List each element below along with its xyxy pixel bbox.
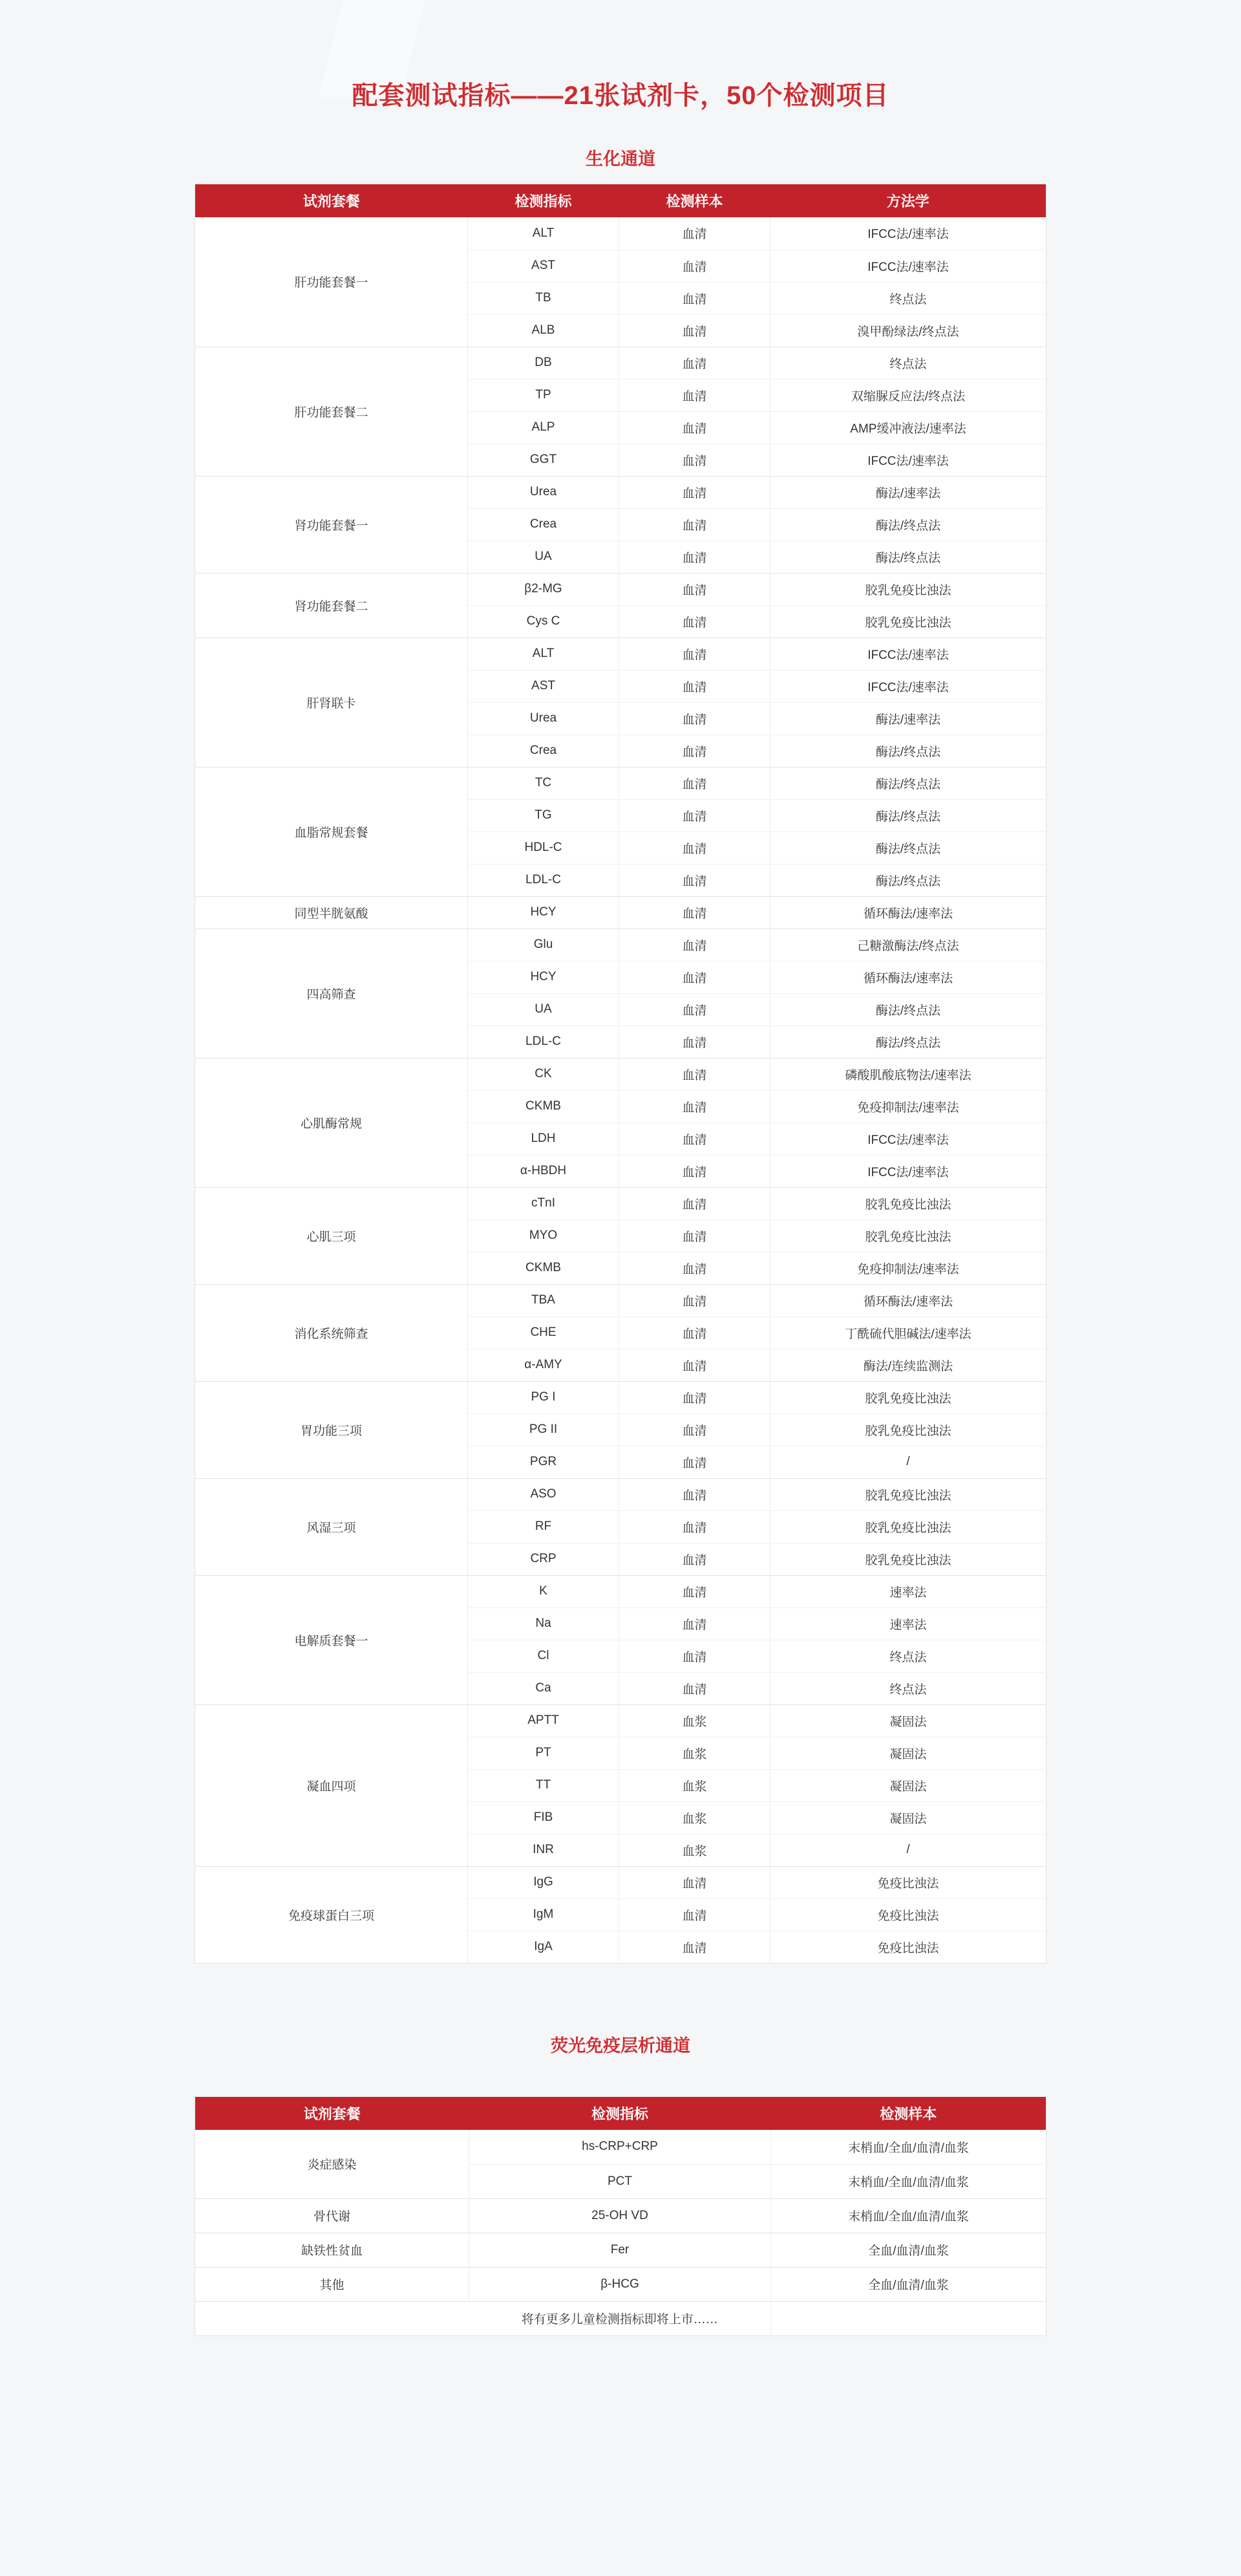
indicator-cell: β-HCG [469, 2267, 771, 2301]
indicator-cell: Na [468, 1607, 619, 1640]
indicator-cell: LDL-C [468, 1025, 619, 1058]
method-cell: 磷酸肌酸底物法/速率法 [770, 1058, 1046, 1090]
indicator-cell: CK [468, 1058, 619, 1090]
method-cell: 终点法 [770, 282, 1046, 314]
package-cell: 凝血四项 [195, 1704, 468, 1866]
indicator-cell: ALT [468, 217, 619, 250]
table-row [195, 2198, 1046, 2233]
table-row [195, 928, 1046, 961]
method-cell: 胶乳免疫比浊法 [770, 1187, 1046, 1219]
indicator-cell: IgM [468, 1898, 619, 1931]
indicator-cell: UA [468, 993, 619, 1025]
footer-empty-cell [771, 2301, 1046, 2335]
indicator-cell: TG [468, 799, 619, 832]
package-cell: 电解质套餐一 [195, 1575, 468, 1704]
method-cell: 免疫比浊法 [770, 1898, 1046, 1931]
column-header: 试剂套餐 [195, 184, 468, 217]
indicator-cell: PCT [469, 2164, 771, 2198]
sample-cell: 血浆 [619, 1801, 770, 1834]
sample-cell: 血清 [619, 250, 770, 282]
method-cell: 凝固法 [770, 1769, 1046, 1801]
package-cell: 肝功能套餐一 [294, 276, 368, 290]
indicator-cell: CHE [468, 1316, 619, 1349]
table-row [195, 1284, 1046, 1316]
immuno-table-header [195, 2097, 1046, 2130]
method-cell: 免疫抑制法/速率法 [770, 1090, 1046, 1122]
sample-cell: 末梢血/全血/血清/血浆 [771, 2198, 1046, 2233]
method-cell: IFCC法/速率法 [770, 1155, 1046, 1187]
method-cell: 凝固法 [770, 1801, 1046, 1834]
table-row [195, 638, 1046, 670]
sample-cell: 血清 [619, 379, 770, 411]
indicator-cell: AST [468, 670, 619, 702]
sample-cell: 血清 [619, 508, 770, 541]
method-cell: 丁酰硫代胆碱法/速率法 [770, 1316, 1046, 1349]
method-cell: 酶法/终点法 [770, 832, 1046, 864]
sample-cell: 血清 [619, 1090, 770, 1122]
indicator-cell: α-HBDH [468, 1155, 619, 1187]
table-row [195, 1381, 1046, 1413]
sample-cell: 血清 [619, 799, 770, 832]
sample-cell: 血清 [619, 1252, 770, 1284]
sample-cell: 血清 [619, 347, 770, 379]
table-row [195, 896, 1046, 928]
indicator-cell: FIB [468, 1801, 619, 1834]
sample-cell: 血清 [619, 702, 770, 735]
sample-cell: 血清 [619, 638, 770, 670]
method-cell: 溴甲酚绿法/终点法 [770, 314, 1046, 347]
indicator-cell: MYO [468, 1219, 619, 1252]
method-cell: 免疫比浊法 [770, 1931, 1046, 1963]
indicator-cell: AST [468, 250, 619, 282]
indicator-cell: GGT [468, 444, 619, 476]
indicator-cell: RF [468, 1510, 619, 1543]
indicator-cell: Crea [468, 735, 619, 767]
table-row [195, 1478, 1046, 1510]
table-row [195, 347, 1046, 379]
indicator-cell: Urea [468, 476, 619, 508]
sample-cell: 血清 [619, 993, 770, 1025]
package-cell: 肾功能套餐二 [195, 573, 468, 638]
indicator-cell: DB [468, 347, 619, 379]
sample-cell: 血浆 [619, 1834, 770, 1866]
method-cell: 酶法/终点法 [770, 1025, 1046, 1058]
method-cell: 胶乳免疫比浊法 [770, 1413, 1046, 1446]
sample-cell: 血清 [619, 1931, 770, 1963]
indicator-cell: HCY [468, 896, 619, 928]
indicator-cell: Cl [468, 1640, 619, 1672]
sample-cell: 血清 [619, 217, 770, 250]
indicator-cell: Cys C [468, 605, 619, 638]
sample-cell: 末梢血/全血/血清/血浆 [771, 2164, 1046, 2198]
package-cell: 血脂常规套餐 [195, 767, 468, 896]
sample-cell: 血清 [619, 1122, 770, 1155]
indicator-cell: PG I [468, 1381, 619, 1413]
table-row [195, 2130, 1046, 2164]
method-cell: 酶法/速率法 [770, 702, 1046, 735]
table-row [195, 1704, 1046, 1737]
sample-cell: 血清 [619, 1607, 770, 1640]
sample-cell: 全血/血清/血浆 [771, 2233, 1046, 2267]
method-cell: 胶乳免疫比浊法 [770, 1381, 1046, 1413]
column-header: 试剂套餐 [195, 2097, 469, 2130]
indicator-cell: ALP [468, 411, 619, 444]
indicator-cell: IgG [468, 1866, 619, 1898]
method-cell: 终点法 [770, 347, 1046, 379]
table-row [195, 476, 1046, 508]
method-cell: 胶乳免疫比浊法 [770, 605, 1046, 638]
sample-cell: 血清 [619, 573, 770, 605]
method-cell: 胶乳免疫比浊法 [770, 573, 1046, 605]
indicator-cell: PT [468, 1737, 619, 1769]
indicator-cell: Crea [468, 508, 619, 541]
package-cell: 肝功能套餐二 [195, 347, 468, 476]
sample-cell: 血浆 [619, 1704, 770, 1737]
method-cell: 速率法 [770, 1607, 1046, 1640]
sample-cell: 血清 [619, 1025, 770, 1058]
sample-cell: 血清 [619, 282, 770, 314]
sample-cell: 血清 [619, 1672, 770, 1704]
package-cell: 缺铁性贫血 [195, 2233, 469, 2267]
section-heading-biochem: 生化通道 [586, 149, 655, 169]
sample-cell: 血清 [619, 928, 770, 961]
sample-cell: 血清 [619, 1898, 770, 1931]
method-cell: 双缩脲反应法/终点法 [770, 379, 1046, 411]
package-cell: 胃功能三项 [195, 1381, 468, 1478]
method-cell: 酶法/终点法 [770, 864, 1046, 896]
method-cell: 免疫抑制法/速率法 [770, 1252, 1046, 1284]
indicator-cell: LDL-C [468, 864, 619, 896]
indicator-cell: Urea [468, 702, 619, 735]
method-cell: 酶法/速率法 [770, 476, 1046, 508]
sample-cell: 血清 [619, 541, 770, 573]
column-header: 检测样本 [771, 2097, 1046, 2130]
indicator-cell: UA [468, 541, 619, 573]
indicator-cell: β2-MG [468, 573, 619, 605]
method-cell: 胶乳免疫比浊法 [770, 1543, 1046, 1575]
sample-cell: 血清 [619, 1349, 770, 1381]
footer-row [195, 2301, 1046, 2335]
indicator-cell: HDL-C [468, 832, 619, 864]
column-header: 检测指标 [468, 184, 619, 217]
sample-cell: 血清 [619, 1510, 770, 1543]
table-row [195, 1866, 1046, 1898]
indicator-cell: IgA [468, 1931, 619, 1963]
sample-cell: 血清 [619, 1866, 770, 1898]
indicator-cell: PG II [468, 1413, 619, 1446]
method-cell: AMP缓冲液法/速率法 [770, 411, 1046, 444]
package-cell: 肾功能套餐一 [195, 476, 468, 573]
sample-cell: 血清 [619, 1381, 770, 1413]
package-cell: 炎症感染 [307, 2158, 357, 2173]
sample-cell: 血清 [619, 1413, 770, 1446]
sample-cell: 血清 [619, 1219, 770, 1252]
biochem-table-header [195, 184, 1046, 217]
package-cell: 风湿三项 [195, 1478, 468, 1575]
page-title: 配套测试指标——21张试剂卡，50个检测项目 [352, 81, 889, 110]
package-cell: 心肌酶常规 [195, 1058, 468, 1187]
method-cell: 循环酶法/速率法 [770, 1284, 1046, 1316]
indicator-cell: TBA [468, 1284, 619, 1316]
method-cell: 酶法/终点法 [770, 767, 1046, 799]
indicator-cell: APTT [468, 1704, 619, 1737]
indicator-cell: cTnI [468, 1187, 619, 1219]
indicator-cell: Fer [469, 2233, 771, 2267]
method-cell: 胶乳免疫比浊法 [770, 1219, 1046, 1252]
package-cell: 骨代谢 [195, 2198, 469, 2233]
method-cell: 酶法/终点法 [770, 541, 1046, 573]
package-cell: 肝肾联卡 [195, 638, 468, 767]
method-cell: 凝固法 [770, 1737, 1046, 1769]
indicator-cell: K [468, 1575, 619, 1607]
package-cell: 四高筛查 [195, 928, 468, 1058]
indicator-cell: 25-OH VD [469, 2198, 771, 2233]
method-cell: / [770, 1834, 1046, 1866]
indicator-cell: HCY [468, 961, 619, 993]
sample-cell: 血清 [619, 1575, 770, 1607]
method-cell: 循环酶法/速率法 [770, 896, 1046, 928]
biochem-table [195, 184, 1046, 1964]
header-row [195, 184, 1046, 217]
sample-cell: 血清 [619, 411, 770, 444]
method-cell: 酶法/终点法 [770, 735, 1046, 767]
indicator-cell: TT [468, 1769, 619, 1801]
sample-cell: 血清 [619, 1478, 770, 1510]
immuno-table [195, 2097, 1046, 2336]
method-cell: IFCC法/速率法 [770, 217, 1046, 250]
sample-cell: 血清 [619, 961, 770, 993]
table-row [195, 2233, 1046, 2267]
method-cell: 酶法/终点法 [770, 993, 1046, 1025]
sample-cell: 末梢血/全血/血清/血浆 [771, 2130, 1046, 2164]
sample-cell: 全血/血清/血浆 [771, 2267, 1046, 2301]
column-header: 检测指标 [469, 2097, 771, 2130]
table-row [195, 1187, 1046, 1219]
indicator-cell: INR [468, 1834, 619, 1866]
table-row [195, 1058, 1046, 1090]
indicator-cell: Glu [468, 928, 619, 961]
table-row [195, 217, 1046, 250]
sample-cell: 血清 [619, 1155, 770, 1187]
biochem-table-body [195, 217, 1046, 1963]
sample-cell: 血清 [619, 1640, 770, 1672]
method-cell: 己糖激酶法/终点法 [770, 928, 1046, 961]
footer-empty-cell [195, 2301, 469, 2335]
method-cell: 酶法/连续监测法 [770, 1349, 1046, 1381]
package-cell: 心肌三项 [195, 1187, 468, 1284]
method-cell: 免疫比浊法 [770, 1866, 1046, 1898]
package-cell: 其他 [195, 2267, 469, 2301]
sample-cell: 血清 [619, 1316, 770, 1349]
indicator-cell: TC [468, 767, 619, 799]
indicator-cell: ASO [468, 1478, 619, 1510]
method-cell: / [770, 1446, 1046, 1478]
sample-cell: 血清 [619, 767, 770, 799]
sample-cell: 血清 [619, 1284, 770, 1316]
method-cell: 凝固法 [770, 1704, 1046, 1737]
indicator-cell: ALB [468, 314, 619, 347]
method-cell: 循环酶法/速率法 [770, 961, 1046, 993]
header-row [195, 2097, 1046, 2130]
indicator-cell: TP [468, 379, 619, 411]
method-cell: 胶乳免疫比浊法 [770, 1510, 1046, 1543]
sample-cell: 血清 [619, 670, 770, 702]
indicator-cell: CKMB [468, 1252, 619, 1284]
indicator-cell: Ca [468, 1672, 619, 1704]
package-cell: 消化系统筛查 [195, 1284, 468, 1381]
table-row [195, 573, 1046, 605]
indicator-cell: PGR [468, 1446, 619, 1478]
indicator-cell: hs-CRP+CRP [469, 2130, 771, 2164]
sample-cell: 血浆 [619, 1769, 770, 1801]
indicator-cell: α-AMY [468, 1349, 619, 1381]
sample-cell: 血清 [619, 1187, 770, 1219]
sample-cell: 血清 [619, 444, 770, 476]
table-row [195, 767, 1046, 799]
sample-cell: 血清 [619, 735, 770, 767]
column-header: 方法学 [770, 184, 1046, 217]
sample-cell: 血清 [619, 896, 770, 928]
package-cell: 免疫球蛋白三项 [195, 1866, 468, 1963]
table-row [195, 1575, 1046, 1607]
method-cell: IFCC法/速率法 [770, 1122, 1046, 1155]
indicator-cell: CRP [468, 1543, 619, 1575]
sample-cell: 血清 [619, 605, 770, 638]
method-cell: IFCC法/速率法 [770, 250, 1046, 282]
method-cell: 胶乳免疫比浊法 [770, 1478, 1046, 1510]
indicator-cell: LDH [468, 1122, 619, 1155]
package-cell: 同型半胱氨酸 [195, 896, 468, 928]
sample-cell: 血浆 [619, 1737, 770, 1769]
sample-cell: 血清 [619, 1543, 770, 1575]
method-cell: 速率法 [770, 1575, 1046, 1607]
indicator-cell: TB [468, 282, 619, 314]
immuno-table-body [195, 2130, 1046, 2335]
footer-note: 将有更多儿童检测指标即将上市…… [469, 2301, 771, 2335]
sample-cell: 血清 [619, 1058, 770, 1090]
table-row [195, 2267, 1046, 2301]
sample-cell: 血清 [619, 1446, 770, 1478]
sample-cell: 血清 [619, 864, 770, 896]
method-cell: 酶法/终点法 [770, 508, 1046, 541]
method-cell: 终点法 [770, 1672, 1046, 1704]
column-header: 检测样本 [619, 184, 770, 217]
method-cell: IFCC法/速率法 [770, 444, 1046, 476]
indicator-cell: ALT [468, 638, 619, 670]
method-cell: IFCC法/速率法 [770, 638, 1046, 670]
section-heading-immuno: 荧光免疫层析通道 [551, 2036, 690, 2055]
sample-cell: 血清 [619, 832, 770, 864]
sample-cell: 血清 [619, 476, 770, 508]
sample-cell: 血清 [619, 314, 770, 347]
indicator-cell: CKMB [468, 1090, 619, 1122]
method-cell: 酶法/终点法 [770, 799, 1046, 832]
method-cell: IFCC法/速率法 [770, 670, 1046, 702]
method-cell: 终点法 [770, 1640, 1046, 1672]
